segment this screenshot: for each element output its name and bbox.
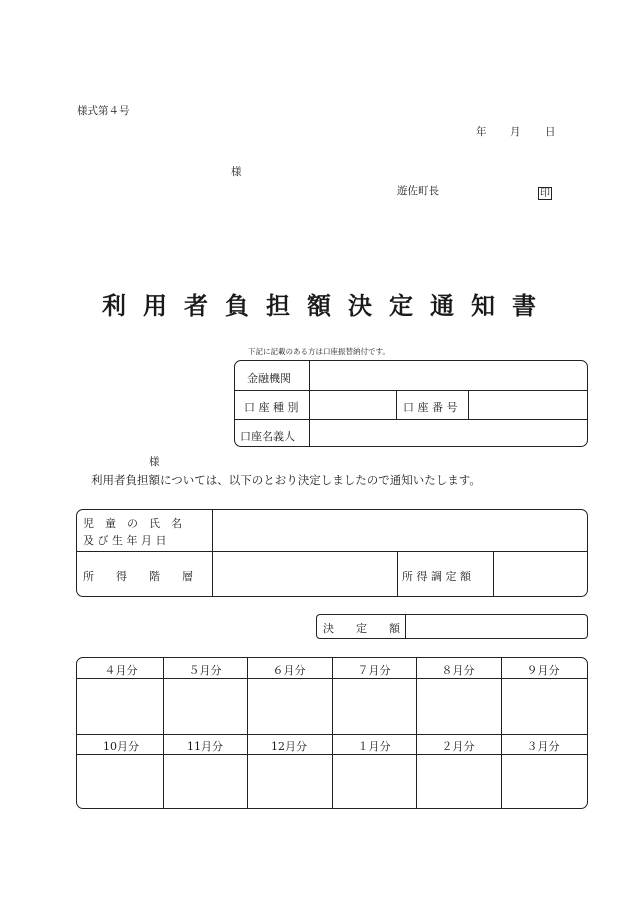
title-char: 決 <box>348 291 372 320</box>
title-char: 負 <box>225 291 249 320</box>
monthly-fee-table <box>76 657 588 809</box>
seal-mark <box>538 181 552 200</box>
income-adjust-label: 所 得 調 定 額 <box>402 570 471 583</box>
date-month-label: 月 <box>510 126 521 138</box>
month-header: ５月分 <box>188 664 222 677</box>
account-number-label: 口 座 番 号 <box>403 401 458 414</box>
title-char: 利 <box>102 291 126 320</box>
child-info-box <box>76 509 588 597</box>
title-char: 定 <box>389 291 413 320</box>
income-class-label: 所 得 階 層 <box>83 570 193 583</box>
seal-text: 印 <box>540 188 550 199</box>
month-header: １月分 <box>357 740 391 753</box>
month-header: 10月分 <box>103 740 139 753</box>
decided-amount-label: 決 定 額 <box>323 622 400 635</box>
child-name-label: 児 童 の 氏 名 <box>83 517 182 530</box>
title-char: 用 <box>143 291 167 320</box>
month-header: 12月分 <box>271 740 307 753</box>
account-type-label: 口 座 種 別 <box>244 401 299 414</box>
month-header: ８月分 <box>441 664 475 677</box>
bank-note: 下記に記載のある方は口座振替納付です。 <box>248 347 390 356</box>
month-header: ４月分 <box>104 664 138 677</box>
issuer-name: 遊佐町長 <box>397 185 439 197</box>
month-header: ９月分 <box>526 664 560 677</box>
recipient-suffix-2: 様 <box>149 456 160 468</box>
month-header: ３月分 <box>526 740 560 753</box>
decided-amount-box <box>316 614 588 639</box>
title-char: 通 <box>430 291 454 320</box>
financial-institution-label: 金融機関 <box>247 372 291 385</box>
recipient-suffix: 様 <box>231 166 242 178</box>
month-header: ２月分 <box>441 740 475 753</box>
date-year-label: 年 <box>476 126 487 138</box>
month-header: ６月分 <box>272 664 306 677</box>
month-header: ７月分 <box>357 664 391 677</box>
title-char: 知 <box>471 291 495 320</box>
title-char: 担 <box>266 291 290 320</box>
date-day-label: 日 <box>545 126 556 138</box>
title-char: 者 <box>184 291 208 320</box>
notice-body-text: 利用者負担額については、以下のとおり決定しましたので通知いたします。 <box>91 473 481 487</box>
account-holder-label: 口座名義人 <box>240 430 295 443</box>
month-header: 11月分 <box>187 740 223 753</box>
bank-account-box <box>234 360 588 447</box>
title-char: 額 <box>307 291 331 320</box>
title-char: 書 <box>512 291 536 320</box>
form-number: 様式第４号 <box>77 105 130 117</box>
child-birthdate-label: 及 び 生 年 月 日 <box>83 534 167 547</box>
